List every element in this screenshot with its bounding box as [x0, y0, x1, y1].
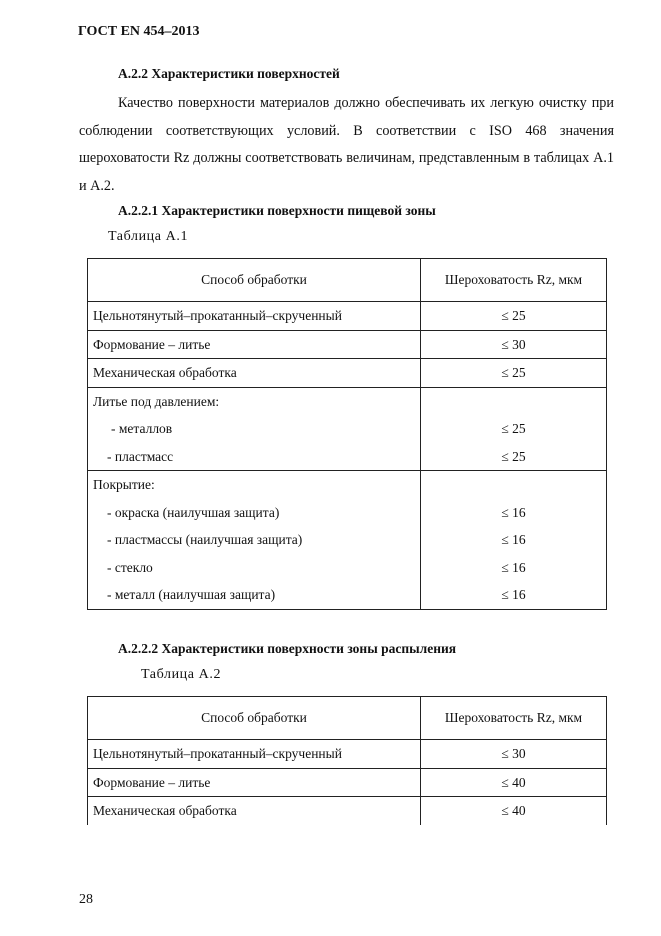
cell-value: ≤ 16 [501, 559, 526, 575]
section-heading-a22: А.2.2 Характеристики поверхностей [118, 66, 340, 81]
group-title: Литье под давлением: [93, 393, 220, 409]
cell-method: Механическая обработка [93, 803, 237, 818]
section-heading-a221: А.2.2.1 Характеристики поверхности пищевой зоны [118, 203, 436, 218]
cell-value: ≤ 25 [501, 365, 526, 380]
table-header-row [88, 697, 607, 740]
col-header-method: Способ обработки [88, 259, 421, 302]
body-paragraph [79, 90, 614, 200]
table-row [88, 302, 607, 331]
table-caption-a1: Таблица А.1 [108, 229, 189, 244]
table-group-row [88, 387, 607, 471]
cell-value: ≤ 30 [501, 336, 526, 352]
col-header-roughness: Шероховатость Rz, мкм [421, 697, 607, 740]
cell-method: - окраска (наилучшая защита) [107, 504, 280, 520]
table-caption-a2: Таблица А.2 [141, 667, 222, 682]
paragraph-text: Качество поверхности материалов должно обеспечивать их легкую очистку при соблюдении соответствующих условий. В соответствии с ISO 468 значения шероховатости Rz должны соответствовать величинам, представленным в таблицах А.1 и А.2. [79, 95, 614, 194]
cell-value: ≤ 25 [501, 308, 526, 323]
cell-value: ≤ 16 [501, 587, 526, 602]
cell-method: Формование – литье [93, 336, 211, 352]
table-row [88, 359, 607, 388]
cell-method: - пластмассы (наилучшая защита) [107, 532, 303, 547]
cell-method: - стекло [107, 559, 153, 575]
cell-method: - металл (наилучшая защита) [107, 587, 276, 602]
page-number: 28 [79, 892, 93, 907]
cell-method: Цельнотянутый–прокатанный–скрученный [93, 746, 342, 761]
cell-value: ≤ 16 [501, 504, 526, 520]
cell-method: Формование – литье [93, 774, 211, 790]
group-title: Покрытие: [93, 477, 155, 492]
table-row [88, 768, 607, 797]
cell-value: ≤ 25 [501, 421, 526, 436]
cell-value: ≤ 40 [501, 803, 526, 818]
cell-method: - металлов [111, 421, 173, 436]
table-row [88, 330, 607, 359]
cell-method: Цельнотянутый–прокатанный–скрученный [93, 308, 342, 323]
table-a1 [87, 258, 607, 610]
table-a2 [87, 696, 607, 825]
table-row [88, 740, 607, 769]
cell-value: ≤ 16 [501, 532, 526, 547]
table-row [88, 797, 607, 825]
cell-value: ≤ 25 [501, 448, 526, 464]
cell-method: - пластмасс [107, 448, 174, 464]
table-group-row [88, 471, 607, 610]
document-header: ГОСТ EN 454–2013 [78, 24, 200, 39]
col-header-roughness: Шероховатость Rz, мкм [421, 259, 607, 302]
section-heading-a222: А.2.2.2 Характеристики поверхности зоны распыления [118, 641, 457, 656]
col-header-method: Способ обработки [88, 697, 421, 740]
cell-method: Механическая обработка [93, 365, 237, 380]
cell-value: ≤ 30 [501, 746, 526, 761]
cell-value: ≤ 40 [501, 774, 526, 790]
table-header-row [88, 259, 607, 302]
